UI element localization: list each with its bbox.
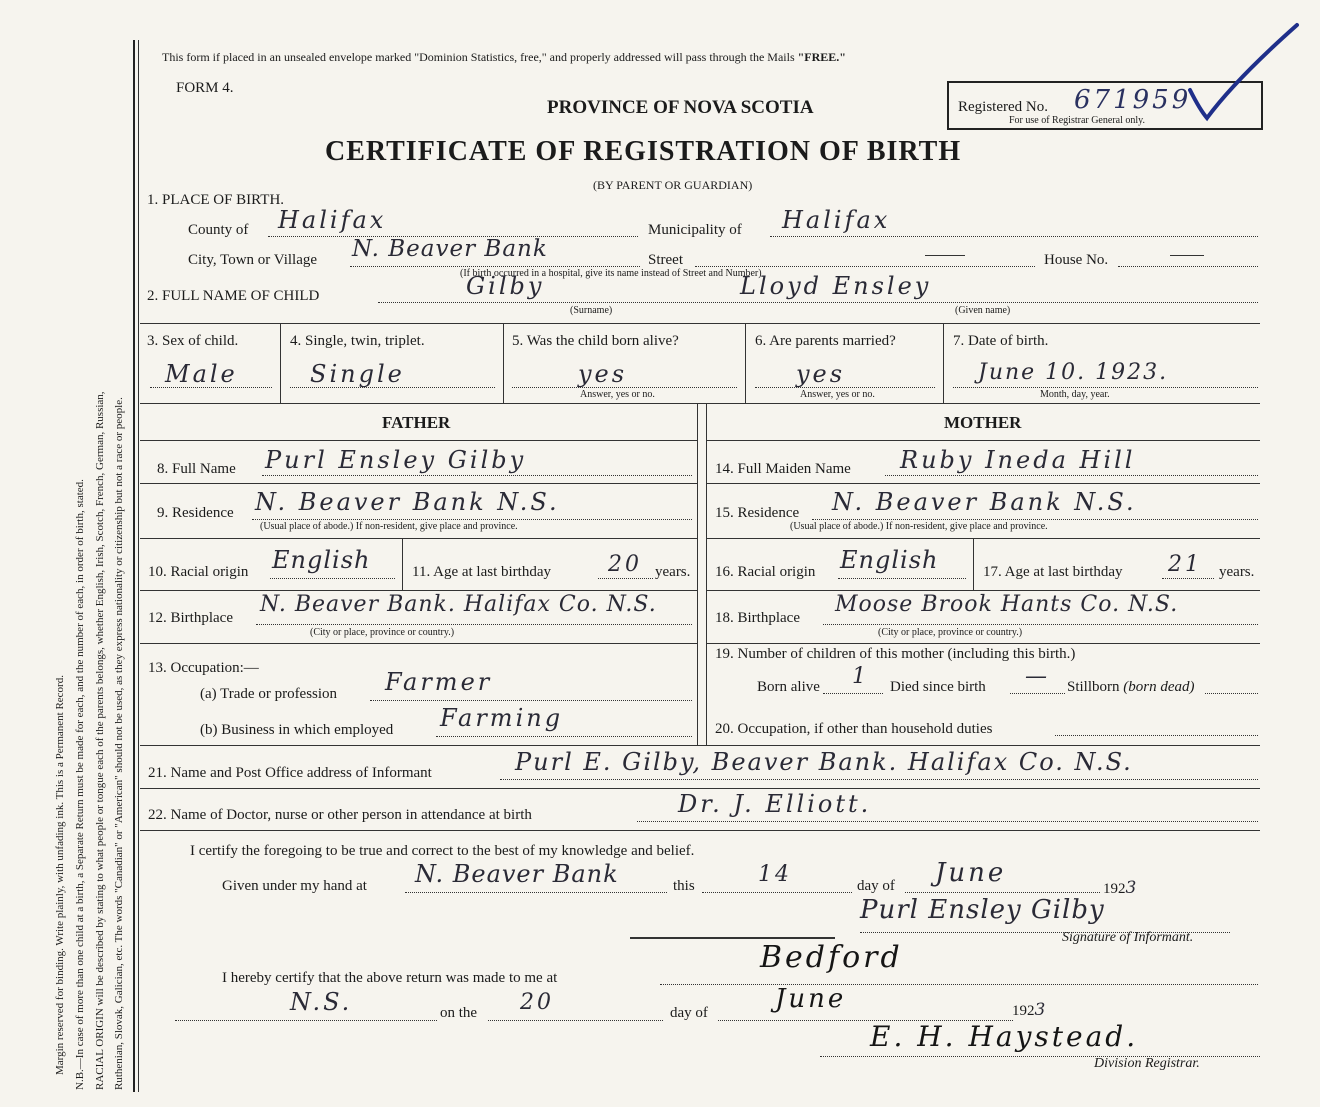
father-age: 20 [608, 552, 642, 577]
father-residence: N. Beaver Bank N.S. [255, 488, 560, 516]
surname-caption: (Surname) [570, 305, 613, 316]
informant-value: Purl E. Gilby, Beaver Bank. Halifax Co. N.S. [515, 748, 1133, 776]
margin-note-racial-1: RACIAL ORIGIN will be described by stating to what people or tongue each of the parents belongs, whether English, Irish, Scotch, French, German, Russian, [94, 391, 106, 1090]
alive-label: 5. Was the child born alive? [512, 333, 679, 349]
business-label: (b) Business in which employed [200, 722, 394, 738]
sex-label: 3. Sex of child. [147, 333, 239, 349]
father-racial: English [272, 546, 371, 574]
informant-signature-caption: Signature of Informant. [1062, 930, 1194, 945]
father-racial-label: 10. Racial origin [148, 564, 249, 580]
given-month: June [935, 858, 1007, 888]
place-heading: 1. PLACE OF BIRTH. [147, 192, 285, 208]
father-birthplace-caption: (City or place, province or country.) [310, 627, 455, 638]
business-value: Farming [440, 704, 564, 732]
mother-birthplace-label: 18. Birthplace [715, 610, 800, 626]
checkmark-icon [1175, 20, 1315, 130]
certificate-title: CERTIFICATE OF REGISTRATION OF BIRTH [325, 136, 962, 167]
child-surname: Gilby [466, 272, 545, 300]
registered-label: Registered No. [958, 99, 1048, 115]
registrar-day-of-label: day of [670, 1005, 708, 1021]
born-alive-value: 1 [852, 664, 869, 689]
father-abode-note: (Usual place of abode.) If non-resident, give place and province. [260, 521, 518, 532]
registrar-day: 20 [520, 990, 554, 1015]
certify-statement: I certify the foregoing to be true and correct to the best of my knowledge and belief. [190, 843, 695, 859]
sex-value: Male [165, 360, 238, 388]
trade-label: (a) Trade or profession [200, 686, 338, 702]
registrar-year: 1923 [1012, 1000, 1046, 1020]
hospital-note: (If birth occurred in a hospital, give its name instead of Street and Number) [460, 268, 762, 279]
dob-label: 7. Date of birth. [953, 333, 1049, 349]
registrar-on-the-label: on the [440, 1005, 478, 1021]
single-label: 4. Single, twin, triplet. [290, 333, 425, 349]
given-year: 1923 [1103, 878, 1137, 898]
mother-name-label: 14. Full Maiden Name [715, 461, 851, 477]
doctor-value: Dr. J. Elliott. [678, 790, 872, 818]
trade-value: Farmer [385, 668, 493, 696]
binding-rule-inner [138, 40, 139, 1092]
doctor-label: 22. Name of Doctor, nurse or other person in attendance at birth [148, 807, 532, 823]
binding-rule [133, 40, 135, 1092]
certificate-subtitle: (BY PARENT OR GUARDIAN) [593, 178, 753, 192]
mother-age: 21 [1168, 552, 1202, 577]
registered-number: 671959 [1074, 85, 1192, 115]
dob-caption: Month, day, year. [1040, 389, 1110, 400]
mother-occupation-label: 20. Occupation, if other than household duties [715, 721, 993, 737]
died-label: Died since birth [890, 679, 986, 695]
mother-age-label: 17. Age at last birthday [983, 564, 1123, 580]
given-day-of-label: day of [857, 878, 895, 894]
married-label: 6. Are parents married? [755, 333, 896, 349]
informant-label: 21. Name and Post Office address of Informant [148, 765, 432, 781]
mother-birthplace-caption: (City or place, province or country.) [878, 627, 1023, 638]
registrar-month: June [775, 984, 847, 1014]
county-label: County of [188, 222, 249, 238]
alive-value: yes [578, 360, 628, 388]
margin-note-nb: N.B.—In case of more than one child at a birth, a Separate Return must be made for each, and the number of each, in order of birth, stated. [74, 479, 86, 1090]
margin-note-binding: Margin reserved for binding. Write plainly, with unfading ink. This is a Permanent Record. [54, 675, 66, 1075]
province-heading: PROVINCE OF NOVA SCOTIA [547, 97, 814, 118]
father-residence-label: 9. Residence [157, 505, 234, 521]
given-place: N. Beaver Bank [415, 860, 619, 888]
registrar-place: Bedford [760, 940, 903, 975]
given-day: 14 [758, 862, 792, 887]
father-years: years. [655, 564, 691, 580]
margin-note-racial-2: Ruthenian, Slovak, Galician, etc. The words "Canadian" or "American" should not be used, as they express nationality or citizenship but not a race or people. [113, 397, 125, 1090]
mother-abode-note: (Usual place of abode.) If non-resident, give place and province. [790, 521, 1048, 532]
city-value: N. Beaver Bank [352, 236, 548, 262]
county-value: Halifax [278, 206, 387, 234]
form-number: FORM 4. [176, 80, 234, 96]
father-age-label: 11. Age at last birthday [412, 564, 551, 580]
born-alive-label: Born alive [757, 679, 820, 695]
single-value: Single [310, 360, 405, 388]
city-label: City, Town or Village [188, 252, 318, 268]
child-name-label: 2. FULL NAME OF CHILD [147, 288, 320, 304]
mother-name: Ruby Ineda Hill [900, 446, 1136, 474]
father-name: Purl Ensley Gilby [265, 446, 527, 474]
mother-residence-label: 15. Residence [715, 505, 800, 521]
mother-birthplace: Moose Brook Hants Co. N.S. [835, 592, 1179, 617]
municipality-label: Municipality of [648, 222, 742, 238]
father-heading: FATHER [382, 413, 451, 432]
dob-value: June 10. 1923. [978, 360, 1169, 385]
registrar-signature: E. H. Haystead. [870, 1020, 1139, 1053]
street-label: Street [648, 252, 683, 268]
house-no-label: House No. [1044, 252, 1109, 268]
mother-racial-label: 16. Racial origin [715, 564, 816, 580]
stillborn-label: Stillborn (born dead) [1067, 679, 1195, 695]
municipality-value: Halifax [782, 206, 891, 234]
informant-signature: Purl Ensley Gilby [860, 895, 1105, 925]
given-label: Given under my hand at [222, 878, 367, 894]
mother-heading: MOTHER [944, 413, 1022, 432]
father-name-label: 8. Full Name [157, 461, 236, 477]
mother-residence: N. Beaver Bank N.S. [832, 488, 1137, 516]
father-birthplace: N. Beaver Bank. Halifax Co. N.S. [260, 592, 657, 617]
given-caption: (Given name) [955, 305, 1011, 316]
child-given-name: Lloyd Ensley [740, 272, 932, 300]
father-birthplace-label: 12. Birthplace [148, 610, 233, 626]
married-caption: Answer, yes or no. [800, 389, 875, 400]
occupation-label: 13. Occupation:— [148, 660, 259, 676]
alive-caption: Answer, yes or no. [580, 389, 655, 400]
children-count-label: 19. Number of children of this mother (including this birth.) [715, 646, 1076, 662]
registrar-place-province: N.S. [290, 988, 353, 1016]
mother-racial: English [840, 546, 939, 574]
married-value: yes [796, 360, 846, 388]
postal-note: This form if placed in an unsealed envelope marked "Dominion Statistics, free," and properly addressed will pass through the Mails "FREE." [162, 50, 846, 64]
given-this-label: this [673, 878, 695, 894]
registrar-statement: I hereby certify that the above return was made to me at [222, 970, 558, 986]
mother-years: years. [1219, 564, 1255, 580]
registrar-note: For use of Registrar General only. [1009, 115, 1145, 126]
died-value: — [1025, 664, 1050, 689]
registrar-signature-caption: Division Registrar. [1094, 1056, 1200, 1071]
